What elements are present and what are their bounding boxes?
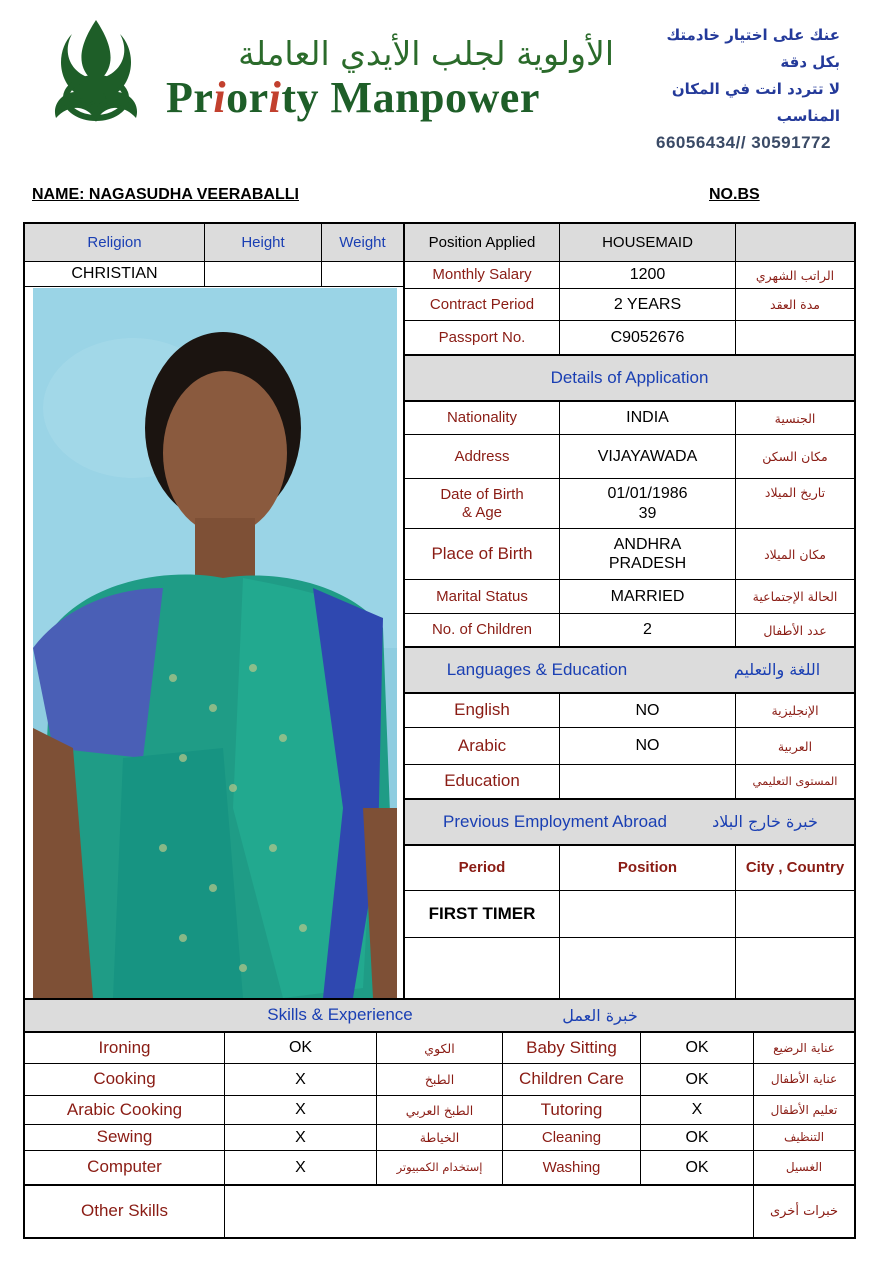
- address-label: Address: [454, 447, 510, 465]
- skill-cleaning-arabic: التنظيف: [783, 1130, 825, 1145]
- skill-washing-arabic: الغسيل: [785, 1160, 823, 1175]
- nationality-value: INDIA: [626, 409, 669, 427]
- skill-cleaning-label: Cleaning: [541, 1128, 602, 1146]
- prev-row-2-period: [405, 938, 559, 998]
- english-arabic: الإنجليزية: [771, 703, 819, 718]
- prev-row-1-period: FIRST TIMER: [428, 903, 536, 923]
- candidate-photo: [33, 288, 397, 998]
- brand-name-english: Priority Manpower: [166, 73, 540, 122]
- religion-header: Religion: [87, 233, 142, 251]
- skill-baby-sitting-value: OK: [685, 1039, 709, 1057]
- prev-row-1-position: [560, 891, 735, 937]
- salary-arabic: الراتب الشهري: [755, 267, 835, 283]
- skill-washing-label: Washing: [542, 1158, 601, 1176]
- skill-sewing-arabic: الخياطة: [419, 1130, 460, 1145]
- dob-value: 01/01/1986 39: [607, 485, 688, 522]
- education-value: [560, 765, 735, 798]
- passport-label: Passport No.: [438, 328, 526, 346]
- contract-value: 2 YEARS: [613, 295, 682, 313]
- marital-label: Marital Status: [436, 587, 528, 605]
- skill-tutoring-label: Tutoring: [540, 1099, 603, 1119]
- skill-computer-arabic: إستخدام الكمبيوتر: [396, 1159, 483, 1174]
- skills-title: Skills & Experience: [267, 1005, 413, 1025]
- skill-computer-label: Computer: [87, 1157, 162, 1177]
- prev-row-2-position: [560, 938, 735, 998]
- phone-numbers: 66056434// 30591772: [656, 133, 831, 152]
- dob-arabic: تاريخ الميلاد: [764, 485, 826, 500]
- weight-value: [322, 262, 403, 286]
- skill-ironing-arabic: الكوي: [424, 1040, 455, 1056]
- english-value: NO: [635, 701, 660, 719]
- arabic-arabic: العربية: [777, 738, 813, 754]
- contract-arabic: مدة العقد: [770, 297, 820, 312]
- other-skills-arabic: خبرات أخرى: [769, 1203, 839, 1219]
- religion-value: CHRISTIAN: [71, 265, 158, 283]
- prev-title: Previous Employment Abroad: [443, 811, 667, 831]
- weight-header: Weight: [339, 233, 386, 251]
- details-title: Details of Application: [550, 367, 709, 387]
- marital-value: MARRIED: [610, 587, 685, 605]
- slogan: [640, 22, 840, 130]
- other-skills-value: [225, 1186, 753, 1237]
- skill-ironing-label: Ironing: [98, 1037, 151, 1057]
- prev-header-period: Period: [458, 859, 506, 876]
- contract-label: Contract Period: [429, 295, 535, 313]
- nationality-arabic: الجنسية: [774, 410, 816, 426]
- company-logo: [50, 14, 142, 126]
- skill-arabic-cooking-arabic: الطبخ العربي: [405, 1102, 474, 1118]
- prev-row-2-city: [736, 938, 854, 998]
- logo-text: الأولوية: [78, 93, 114, 107]
- skill-baby-sitting-arabic: عناية الرضيع: [773, 1040, 835, 1055]
- skills-title-arabic: خبرة العمل: [562, 1005, 638, 1025]
- lang-title-arabic: اللغة والتعليم: [733, 660, 821, 680]
- nationality-label: Nationality: [446, 409, 518, 426]
- pob-value: ANDHRA PRADESH: [608, 535, 687, 572]
- passport-value: C9052676: [610, 328, 685, 346]
- reference-number: NO.BS: [709, 186, 760, 203]
- candidate-name: NAME: NAGASUDHA VEERABALLI: [32, 186, 299, 203]
- address-value: VIJAYAWADA: [597, 447, 698, 465]
- prev-header-position: Position: [617, 859, 678, 876]
- brand-name-arabic: الأولوية لجلب الأيدي العاملة: [238, 34, 614, 73]
- position-value: HOUSEMAID: [602, 233, 693, 251]
- pob-arabic: مكان الميلاد: [764, 546, 826, 562]
- skill-washing-value: OK: [685, 1158, 709, 1176]
- skill-arabic-cooking-label: Arabic Cooking: [66, 1099, 183, 1119]
- education-arabic: المستوى التعليمي: [752, 773, 838, 788]
- dob-label: Date of Birth & Age: [440, 485, 524, 521]
- salary-label: Monthly Salary: [432, 266, 532, 283]
- pob-label: Place of Birth: [431, 543, 533, 563]
- salary-value: 1200: [629, 266, 666, 284]
- arabic-label: Arabic: [457, 735, 507, 755]
- children-label: No. of Children: [431, 621, 533, 638]
- skill-ironing-value: OK: [288, 1039, 313, 1057]
- skill-tutoring-value: X: [691, 1101, 703, 1119]
- prev-header-city: City , Country: [745, 859, 845, 876]
- other-skills-label: Other Skills: [81, 1201, 168, 1221]
- marital-arabic: الحالة الإجتماعية: [752, 589, 838, 604]
- prev-row-1-city: [736, 891, 854, 937]
- arabic-value: NO: [635, 737, 660, 755]
- skill-baby-sitting-label: Baby Sitting: [526, 1037, 617, 1057]
- skill-sewing-label: Sewing: [96, 1127, 153, 1147]
- address-arabic: مكان السكن: [762, 449, 828, 464]
- skill-cooking-value: X: [295, 1070, 306, 1088]
- prev-title-arabic: خبرة خارج البلاد: [712, 812, 818, 832]
- children-value: 2: [643, 621, 652, 639]
- skill-arabic-cooking-value: X: [295, 1101, 306, 1119]
- skill-computer-value: X: [295, 1158, 306, 1176]
- skill-cooking-arabic: الطبخ: [424, 1072, 455, 1087]
- skill-cooking-label: Cooking: [93, 1069, 156, 1089]
- lang-title: Languages & Education: [446, 659, 628, 679]
- slogan-line-1: عنك على اختيار خادمتك بكل دقة: [666, 26, 840, 71]
- height-value: [205, 262, 321, 286]
- english-label: English: [454, 700, 510, 720]
- height-header: Height: [241, 233, 285, 251]
- position-label: Position Applied: [428, 233, 536, 251]
- children-arabic: عدد الأطفال: [763, 622, 827, 638]
- education-label: Education: [444, 771, 520, 791]
- skill-children-care-value: OK: [685, 1070, 709, 1088]
- skill-children-care-label: Children Care: [519, 1069, 624, 1089]
- skill-cleaning-value: OK: [685, 1128, 709, 1146]
- skill-tutoring-arabic: تعليم الأطفال: [770, 1102, 838, 1117]
- skill-children-care-arabic: عناية الأطفال: [770, 1072, 838, 1087]
- skill-sewing-value: X: [295, 1128, 306, 1146]
- slogan-line-2: لا تتردد انت في المكان المناسب: [671, 80, 840, 125]
